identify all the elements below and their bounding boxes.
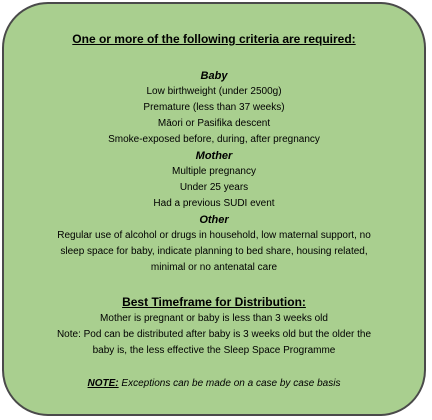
baby-criterion-item: Smoke-exposed before, during, after pregnancy [108,134,320,145]
timeframe-heading: Best Timeframe for Distribution: [122,295,306,309]
mother-criterion-item: Multiple pregnancy [172,166,256,177]
mother-criterion-item: Under 25 years [179,182,249,193]
baby-section-title: Baby [200,70,228,82]
note-label: NOTE: [87,378,119,389]
other-criteria-line: minimal or no antenatal care [150,262,278,273]
other-criteria-line: sleep space for baby, indicate planning to bed share, housing related, [60,246,368,257]
other-criteria-line: Regular use of alcohol or drugs in household, low maternal support, no [57,230,371,241]
baby-criterion-item: Premature (less than 37 weeks) [143,102,285,113]
criteria-heading: One or more of the following criteria are required: [72,32,356,46]
criteria-card [2,2,426,416]
other-section-title: Other [199,214,229,226]
mother-criterion-item: Had a previous SUDI event [153,198,275,209]
timeframe-line: baby is, the less effective the Sleep Space Programme [92,345,336,356]
mother-section-title: Mother [195,150,233,162]
baby-criterion-item: Low birthweight (under 2500g) [146,86,282,97]
exceptions-note [4,376,424,392]
note-text: Exceptions can be made on a case by case basis [121,378,341,389]
timeframe-line: Mother is pregnant or baby is less than 3 weeks old [100,313,328,324]
baby-criterion-item: Māori or Pasifika descent [157,118,271,129]
timeframe-line: Note: Pod can be distributed after baby is 3 weeks old but the older the [56,329,372,340]
